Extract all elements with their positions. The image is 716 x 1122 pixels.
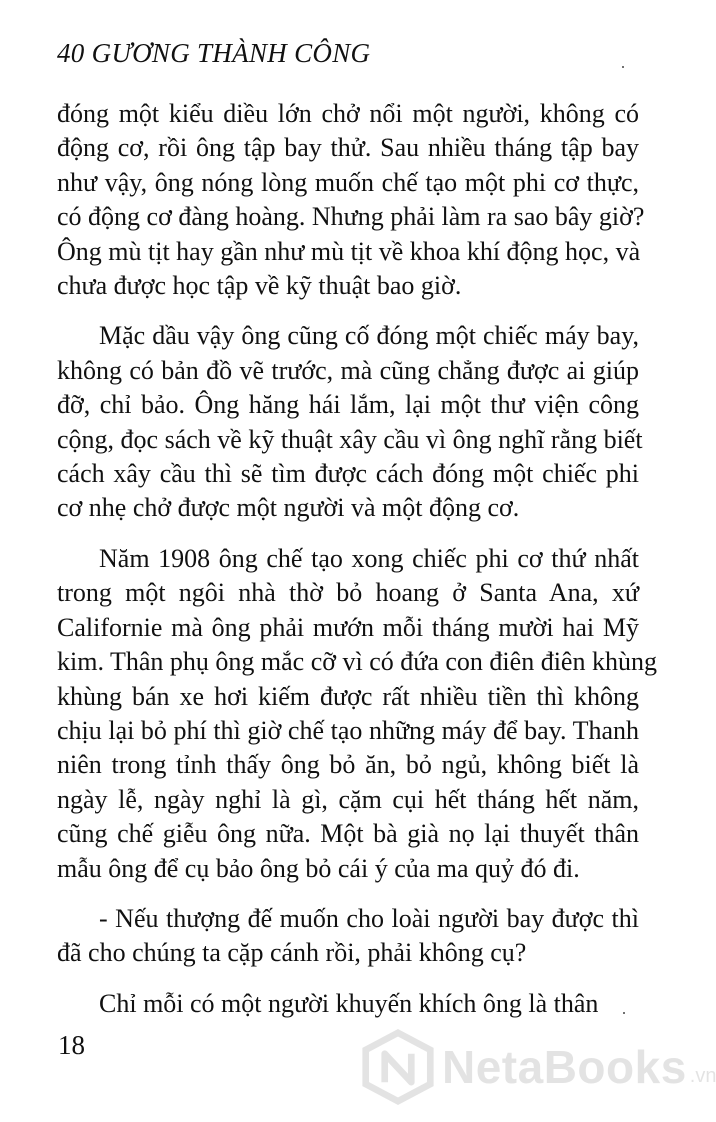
speck-dot	[622, 66, 624, 68]
text-line: Năm 1908 ông chế tạo xong chiếc phi cơ thứ nhất	[99, 543, 639, 573]
watermark	[360, 1022, 716, 1112]
text-line: Mặc dầu vậy ông cũng cố đóng một chiếc máy bay,	[99, 321, 639, 351]
text-line: ngày lễ, ngày nghỉ là gì, cặm cụi hết tháng hết năm,	[57, 784, 639, 814]
paragraph	[57, 987, 639, 1021]
watermark-brand: NetaBooks	[442, 1041, 687, 1093]
speck-dot	[623, 1012, 625, 1014]
paragraph	[57, 319, 643, 525]
text-line: có động cơ đàng hoàng. Nhưng phải làm ra sao bây giờ?	[57, 202, 645, 232]
paragraph	[57, 542, 657, 886]
text-line: cách xây cầu thì sẽ tìm được cách đóng một chiếc phi	[57, 459, 639, 489]
text-line: Chỉ mỗi có một người khuyến khích ông là thân	[99, 988, 599, 1018]
text-line: đã cho chúng ta cặp cánh rồi, phải không cụ?	[57, 938, 527, 968]
paragraph-gap	[57, 971, 639, 987]
paragraph-gap	[57, 526, 639, 542]
text-line: Ông mù tịt hay gần như mù tịt về khoa khí động học, và	[57, 236, 641, 266]
paragraph-gap	[57, 303, 639, 319]
text-line: khùng bán xe hơi kiếm được rất nhiều tiền thì không	[57, 681, 639, 711]
paragraph	[57, 902, 639, 971]
text-line: cơ nhẹ chở được một người và một động cơ.	[57, 493, 520, 523]
paragraph	[57, 97, 645, 303]
text-line: động cơ, rồi ông tập bay thử. Sau nhiều tháng tập bay	[57, 133, 639, 163]
text-line: niên trong tỉnh thấy ông bỏ ăn, bỏ ngủ, không biết là	[57, 750, 639, 780]
text-line: đóng một kiểu diều lớn chở nổi một người, không có	[57, 99, 639, 128]
text-line: chưa được học tập về kỹ thuật bao giờ.	[57, 271, 462, 301]
watermark-suffix: .vn	[689, 1064, 716, 1087]
text-line: trong một ngôi nhà thờ bỏ hoang ở Santa Ana, xứ	[57, 578, 639, 608]
text-line: cộng, đọc sách về kỹ thuật xây cầu vì ông nghĩ rằng biết	[57, 424, 643, 454]
text-line: cũng chế giễu ông nữa. Một bà già nọ lại thuyết thân	[57, 819, 639, 849]
text-line: mẫu ông để cụ bảo ông bỏ cái ý của ma quỷ đó đi.	[57, 853, 580, 883]
text-line: như vậy, ông nóng lòng muốn chế tạo một phi cơ thực,	[57, 167, 639, 197]
netabooks-logo-icon	[360, 1029, 436, 1105]
text-line: không có bản đồ vẽ trước, mà cũng chẳng được ai giúp	[57, 355, 639, 385]
text-line: kim. Thân phụ ông mắc cỡ vì có đứa con điên điên khùng	[57, 647, 657, 677]
page-number: 18	[58, 1030, 85, 1060]
body-text	[57, 97, 657, 1021]
text-line: - Nếu thượng đế muốn cho loài người bay được thì	[99, 903, 639, 933]
running-header: 40 GƯƠNG THÀNH CÔNG	[57, 38, 371, 68]
text-line: Californie mà ông phải mướn mỗi tháng mười hai Mỹ	[57, 612, 639, 642]
paragraph-gap	[57, 886, 639, 902]
text-line: đỡ, chỉ bảo. Ông hăng hái lắm, lại một thư viện công	[57, 390, 639, 420]
text-line: chịu lại bỏ phí thì giờ chế tạo những máy để bay. Thanh	[57, 715, 639, 745]
